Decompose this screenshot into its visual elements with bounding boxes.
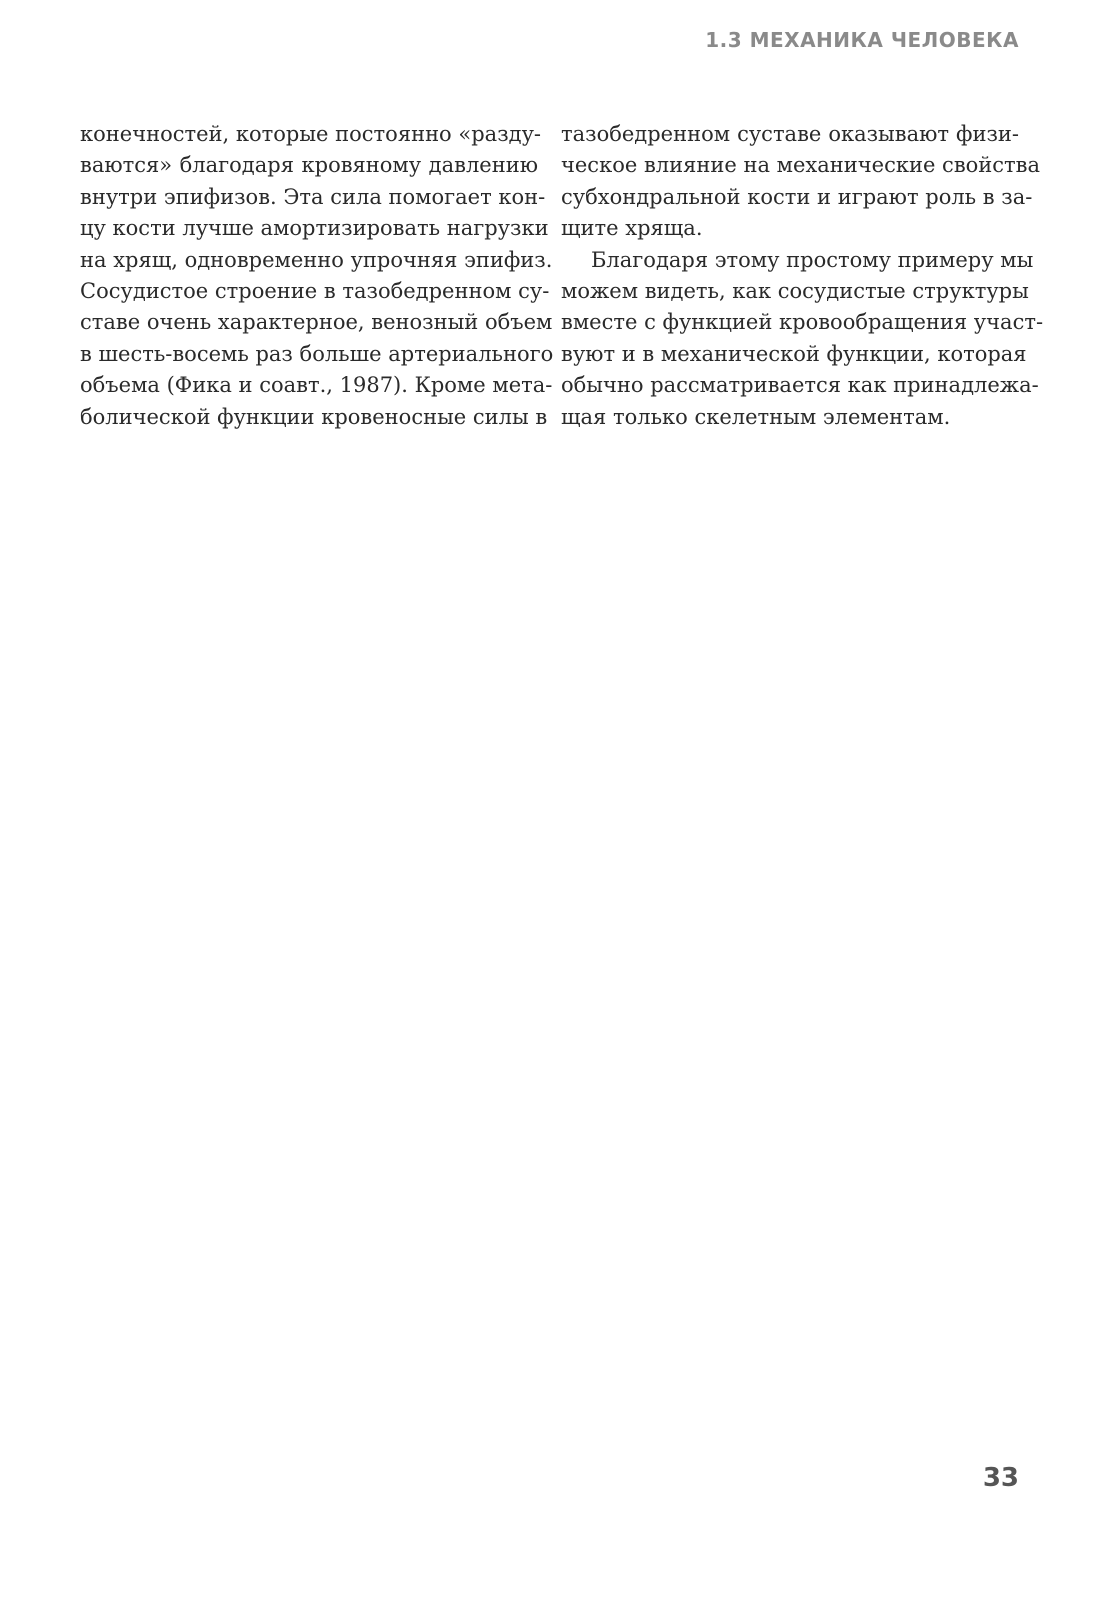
text-line: вместе с функцией кровообращения участ-: [561, 310, 1044, 335]
text-line: щая только скелетным элементам.: [561, 404, 951, 429]
text-line: Сосудистое строение в тазобедренном су-: [80, 279, 550, 304]
text-line: ставе очень характерное, венозный объем: [80, 310, 553, 335]
right-column: [561, 119, 1044, 433]
text-line: можем видеть, как сосудистые структуры: [561, 279, 1029, 304]
text-line: ческое влияние на механические свойства: [561, 153, 1041, 178]
text-line: в шесть-восемь раз больше артериального: [80, 341, 554, 366]
text-line: объема (Фика и соавт., 1987). Кроме мета-: [80, 373, 553, 398]
paragraph-continued: [561, 119, 1041, 245]
text-line: вуют и в механической функции, которая: [561, 341, 1027, 366]
running-head: 1.3 МЕХАНИКА ЧЕЛОВЕКА: [705, 28, 1019, 52]
text-line: обычно рассматривается как принадлежа-: [561, 373, 1039, 398]
text-line: щите хряща.: [561, 216, 703, 241]
text-line: ваются» благодаря кровяному давлению: [80, 153, 538, 178]
text-line: субхондральной кости и играют роль в за-: [561, 184, 1033, 209]
paragraph: [561, 245, 1044, 433]
text-line: Благодаря этому простому примеру мы: [591, 247, 1034, 272]
text-line: тазобедренном суставе оказывают физи-: [561, 122, 1019, 146]
paragraph-continued: [80, 119, 554, 433]
text-line: конечностей, которые постоянно «разду-: [80, 122, 542, 146]
text-line: внутри эпифизов. Эта сила помогает кон-: [80, 184, 546, 209]
text-line: болической функции кровеносные силы в: [80, 404, 548, 429]
left-column: [80, 119, 554, 433]
page-number: 33: [982, 1463, 1019, 1493]
text-line: на хрящ, одновременно упрочняя эпифиз.: [80, 247, 553, 272]
text-line: цу кости лучше амортизировать нагрузки: [80, 216, 549, 241]
